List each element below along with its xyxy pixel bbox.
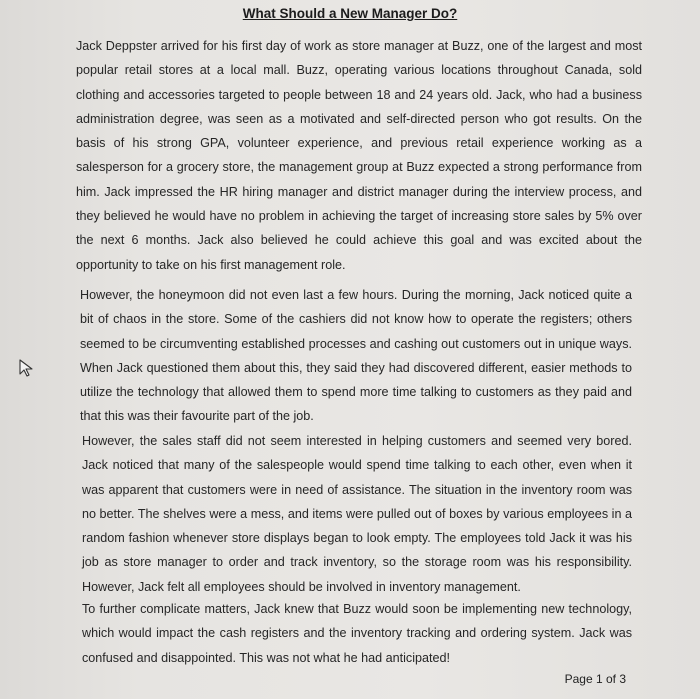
paragraph-1: Jack Deppster arrived for his first day of work as store manager at Buzz, one of the largest and most popular retail stores at a local mall. Buzz, operating various locations throughout Canada, sold clothing and accessories targeted to people between 18 and 24 years old. Jack, who had a business administration degree, was seen as a motivated and self-directed person who got results. On the basis of his strong GPA, volunteer experience, and previous retail experience working as a salesperson for a grocery store, the management group at Buzz expected a strong performance from him. Jack impressed the HR hiring manager and district manager during the interview process, and they believed he would have no problem in achieving the target of increasing store sales by 5% over the next 6 months. Jack also believed he could achieve this goal and was excited about the opportunity to take on his first management role. (76, 39, 642, 272)
page-number: Page 1 of 3 (564, 672, 626, 686)
document-title: What Should a New Manager Do? (242, 6, 458, 21)
paragraph-4: To further complicate matters, Jack knew that Buzz would soon be implementing new technology, which would impact the cash registers and the inventory tracking and ordering system. Jack was confused and disappointed. This was not what he had anticipated! (82, 602, 632, 665)
mouse-pointer-icon (18, 358, 36, 378)
paragraph-3: However, the sales staff did not seem interested in helping customers and seemed very bored. Jack noticed that many of the salespeople would spend time talking to each other, even when it was apparent that customers were in need of assistance. The situation in the inventory room was no better. The shelves were a mess, and items were pulled out of boxes by various employees in a random fashion whenever store displays began to look empty. The employees told Jack it was his job as store manager to order and track inventory, so the storage room was his responsibility. However, Jack felt all employees should be involved in inventory management. (82, 434, 632, 594)
paragraph-2: However, the honeymoon did not even last a few hours. During the morning, Jack noticed quite a bit of chaos in the store. Some of the cashiers did not know how to operate the registers; others seemed to be circumventing established processes and cashing out customers out in unique ways. When Jack questioned them about this, they said they had discovered different, easier methods to utilize the technology that allowed them to spend more time talking to customers as they paid and that this was their favourite part of the job. (80, 288, 632, 424)
